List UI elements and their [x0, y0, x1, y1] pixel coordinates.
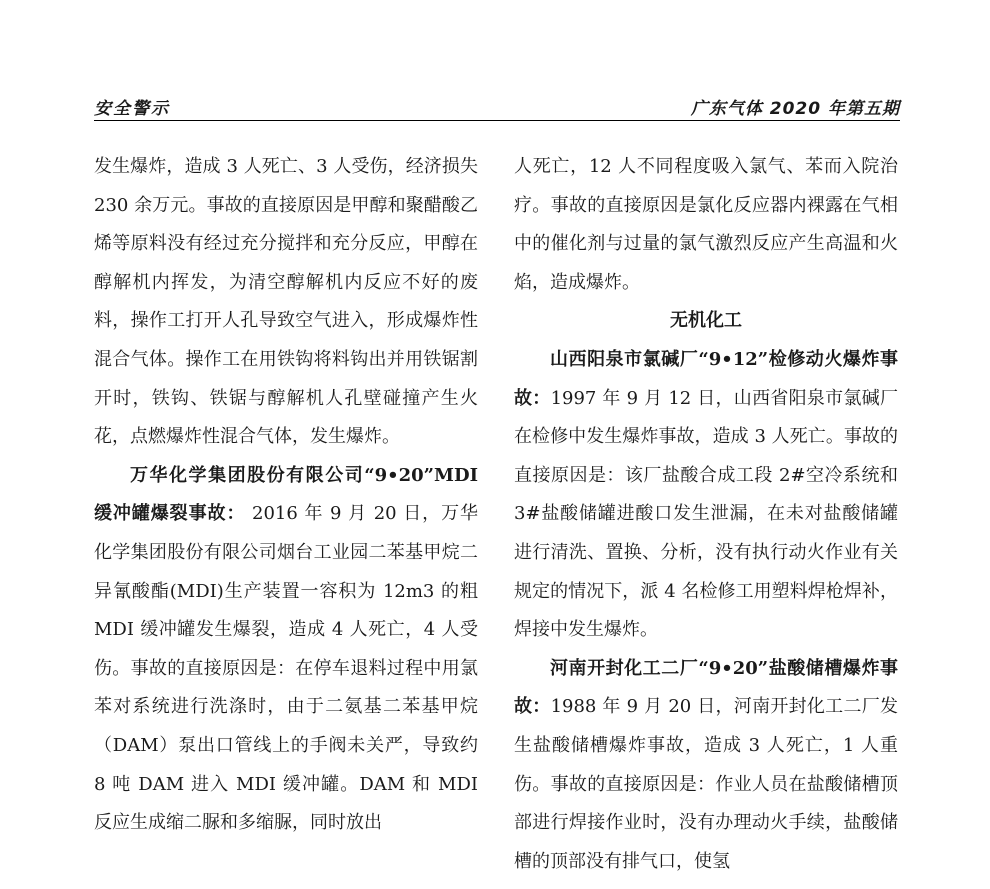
- paragraph: [94, 457, 478, 843]
- incident-title: 山西阳泉市氯碱厂“9•12”检修动火爆炸事故：: [514, 348, 898, 409]
- page-header: [94, 94, 900, 121]
- paragraph: 人死亡，12 人不同程度吸入氯气、苯而入院治疗。事故的直接原因是氯化反应器内裸露在气相中的催化剂与过量的氯气激烈反应产生高温和火焰，造成爆炸。: [514, 156, 898, 293]
- incident-title: 万华化学集团股份有限公司“9•20”MDI 缓冲罐爆裂事故：: [94, 464, 478, 525]
- incident-body: 2016 年 9 月 20 日，万华化学集团股份有限公司烟台工业园二苯基甲烷二异氰酸酯(MDI)生产装置一容积为 12m3 的粗 MDI 缓冲罐发生爆裂，造成 4 人死亡，4 人受伤。事故的直接原因是：在停车退料过程中用氯苯对系统进行洗涤时，由于二氨基二苯基甲烷（DAM）泵出口管线上的手阀未关严，导致约 8 吨 DAM 进入 MDI 缓冲罐。DAM 和 MDI 反应生成缩二脲和多缩脲，同时放出: [94, 503, 479, 834]
- right-column: [514, 148, 898, 881]
- incident-title: 河南开封化工二厂“9•20”盐酸储槽爆炸事故：: [514, 657, 898, 718]
- paragraph: [514, 341, 898, 650]
- header-journal-issue: 广东气体 2020 年第五期: [690, 99, 900, 119]
- incident-body: 1988 年 9 月 20 日，河南开封化工二厂发生盐酸储槽爆炸事故，造成 3 人死亡，1 人重伤。事故的直接原因是：作业人员在盐酸储槽顶部进行焊接作业时，没有办理动火手续，盐酸储槽的顶部没有排气口，使氢: [514, 696, 899, 872]
- paragraph: 发生爆炸，造成 3 人死亡、3 人受伤，经济损失 230 余万元。事故的直接原因是甲醇和聚醋酸乙烯等原料没有经过充分搅拌和充分反应，甲醇在醇解机内挥发，为清空醇解机内反应不好的废料，操作工打开人孔导致空气进入，形成爆炸性混合气体。操作工在用铁钩将料钩出并用铁锯割开时，铁钩、铁锯与醇解机人孔壁碰撞产生火花，点燃爆炸性混合气体，发生爆炸。: [94, 156, 478, 448]
- left-column: [94, 148, 478, 843]
- section-heading: 无机化工: [670, 310, 742, 332]
- incident-body: 1997 年 9 月 12 日，山西省阳泉市氯碱厂在检修中发生爆炸事故，造成 3 人死亡。事故的直接原因是：该厂盐酸合成工段 2#空冷系统和 3#盐酸储罐进酸口发生泄漏，在未对盐酸储罐进行清洗、置换、分析，没有执行动火作业有关规定的情况下，派 4 名检修工用塑料焊枪焊补，焊接中发生爆炸。: [514, 387, 899, 641]
- paragraph: [514, 650, 898, 882]
- header-section-label: 安全警示: [94, 99, 170, 119]
